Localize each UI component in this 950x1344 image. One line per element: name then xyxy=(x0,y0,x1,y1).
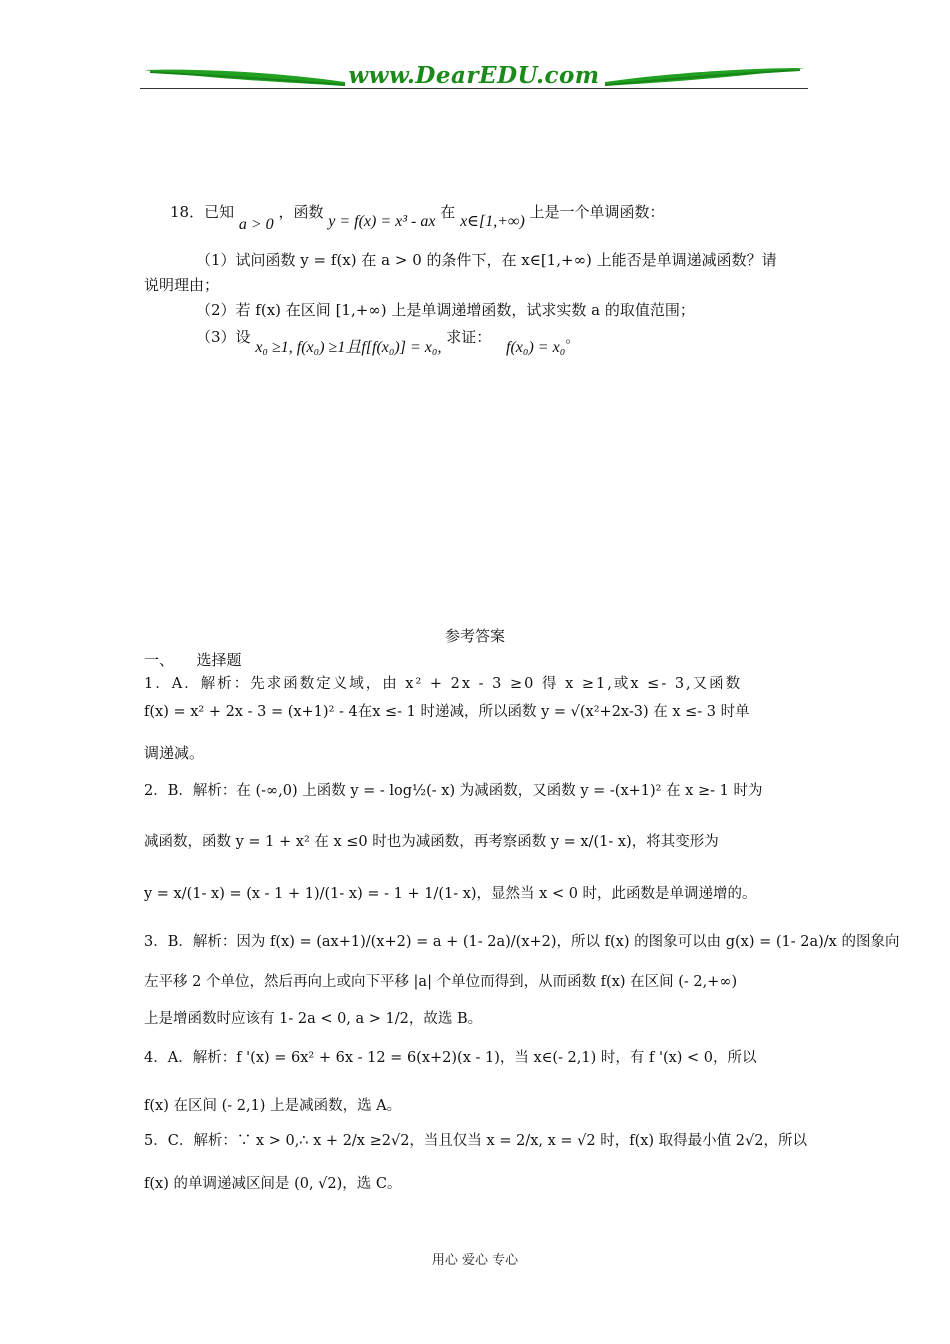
q18-part3-result: f(x₀) = x₀ xyxy=(506,339,566,356)
answer-3-line1: 3．B．解析：因为 f(x) = (ax+1)/(x+2) = a + (1- 2a)/(x+2)，所以 f(x) 的图象可以由 g(x) = (1- 2a)/x 的图象向 xyxy=(144,934,900,950)
q18-part3 xyxy=(196,328,581,356)
answer-1-line3: 调递减。 xyxy=(144,744,205,762)
answers-title: 参考答案 xyxy=(444,627,505,645)
q18-text-at: 在 xyxy=(440,203,456,221)
site-logo[interactable]: www.DearEDU.com xyxy=(348,62,600,89)
answer-2-line3: y = x/(1- x) = (x - 1 + 1)/(1- x) = - 1 + 1/(1- x)，显然当 x < 0 时，此函数是单调递增的。 xyxy=(144,886,757,902)
page-footer: 用心 爱心 专心 xyxy=(431,1253,519,1268)
q18-label: 18．已知 xyxy=(170,203,235,221)
q18-part3-end: 。 xyxy=(565,328,581,346)
answer-3-line3: 上是增函数时应该有 1- 2a < 0, a > 1/2，故选 B。 xyxy=(144,1011,483,1027)
header-rule xyxy=(140,88,808,89)
q18-cond-a: a > 0 xyxy=(238,216,274,233)
answer-5-line1: 5．C．解析：∵ x > 0,∴ x + 2/x ≥2√2，当且仅当 x = 2/x, x = √2 时，f(x) 取得最小值 2√2，所以 xyxy=(144,1133,807,1149)
q18-part3-label: （3）设 xyxy=(196,328,251,346)
q18-text-end: 上是一个单调函数： xyxy=(529,203,665,221)
answer-4-line2: f(x) 在区间 (- 2,1) 上是减函数，选 A。 xyxy=(144,1098,402,1114)
answer-5-line2: f(x) 的单调递减区间是 (0, √2)，选 C。 xyxy=(144,1176,402,1192)
answer-4-line1: 4．A．解析：f '(x) = 6x² + 6x - 12 = 6(x+2)(x - 1)，当 x∈(- 2,1) 时，有 f '(x) < 0，所以 xyxy=(144,1050,757,1066)
q18-part3-prove: 求证： xyxy=(446,328,492,346)
answer-2-line1: 2．B．解析：在 (-∞,0) 上函数 y = - log½(- x) 为减函数，又函数 y = -(x+1)² 在 x ≥- 1 时为 xyxy=(144,783,763,799)
q18-domain: x∈[1,+∞) xyxy=(460,213,525,230)
answer-3-line2: 左平移 2 个单位，然后再向上或向下平移 |a| 个单位而得到，从而函数 f(x) 在区间 (- 2,+∞) xyxy=(144,974,738,990)
answer-1-line2: f(x) = x² + 2x - 3 = (x+1)² - 4在x ≤- 1 时递减，所以函数 y = √(x²+2x-3) 在 x ≤- 3 时单 xyxy=(144,704,750,720)
page-header xyxy=(140,58,808,98)
answers-section: 一、 选择题 xyxy=(144,651,242,669)
answer-2-line2: 减函数，函数 y = 1 + x² 在 x ≤0 时也为减函数，再考察函数 y = x/(1- x)，将其变形为 xyxy=(144,834,719,850)
answer-1-line1: 1．A．解析：先求函数定义域，由 x² + 2x - 3 ≥0 得 x ≥1,或x ≤- 3,又函数 xyxy=(144,676,743,692)
q18-text: ，函数 xyxy=(278,203,324,221)
q18-part1-line2: 说明理由； xyxy=(144,276,220,294)
q18-part2: （2）若 f(x) 在区间 [1,+∞) 上是单调递增函数，试求实数 a 的取值范围； xyxy=(196,301,695,319)
q18-function: y = f(x) = x³ - ax xyxy=(328,213,436,230)
q18-intro xyxy=(170,203,665,233)
q18-part1-line1: （1）试问函数 y = f(x) 在 a > 0 的条件下，在 x∈[1,+∞) 上能否是单调递减函数？请 xyxy=(196,251,777,269)
q18-part3-condition: x₀ ≥1, f(x₀) ≥1且f[f(x₀)] = x₀, xyxy=(255,339,442,356)
